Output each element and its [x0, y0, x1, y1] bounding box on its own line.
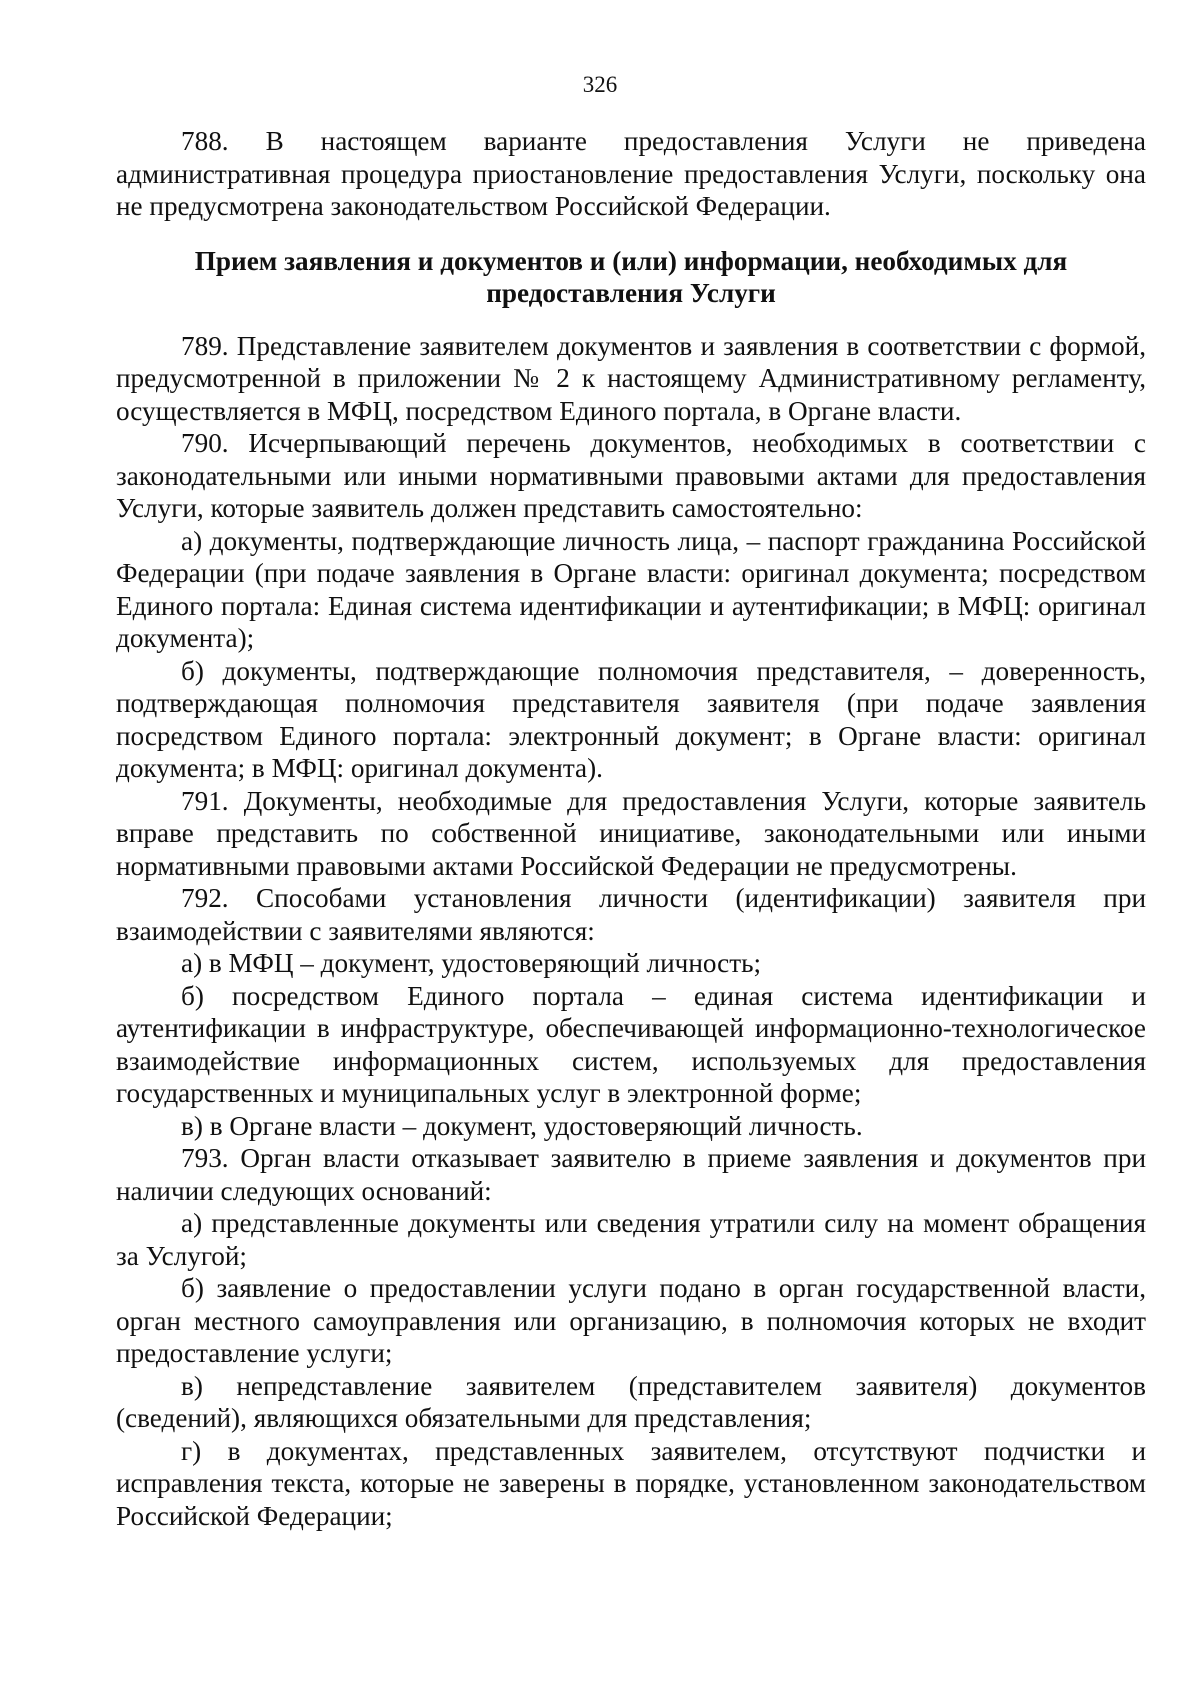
document-body	[116, 125, 1146, 1532]
paragraph-792: 792. Способами установления личности (идентификации) заявителя при взаимодействии с заявителями являются:	[116, 883, 1146, 946]
paragraph-792-v: в) в Органе власти – документ, удостоверяющий личность.	[181, 1110, 863, 1141]
paragraph-792-b: б) посредством Единого портала – единая система идентификации и аутентификации в инфраструктуре, обеспечивающей информационно-технологическое взаимодействие информационных систем, используемых для предоставления государственных и муниципальных услуг в электронной форме;	[116, 980, 1146, 1108]
paragraph-788: 788. В настоящем варианте предоставления Услуги не приведена административная процедура приостановление предоставления Услуги, поскольку она не предусмотрена законодательством Российской Федерации.	[116, 126, 1146, 221]
page-number: 326	[582, 72, 618, 97]
paragraph-793-b: б) заявление о предоставлении услуги подано в орган государственной власти, орган местного самоуправления или организацию, в полномочия которых не входит предоставление услуги;	[116, 1273, 1146, 1368]
paragraph-789: 789. Представление заявителем документов и заявления в соответствии с формой, предусмотренной в приложении № 2 к настоящему Административному регламенту, осуществляется в МФЦ, посредством Единого портала, в Органе власти.	[116, 330, 1146, 426]
paragraph-793-v: в) непредставление заявителем (представителем заявителя) документов (сведений), являющихся обязательными для представления;	[116, 1370, 1146, 1433]
paragraph-791: 791. Документы, необходимые для предоставления Услуги, которые заявитель вправе представить по собственной инициативе, законодательными или иными нормативными правовыми актами Российской Федерации не предусмотрены.	[116, 785, 1146, 881]
paragraph-793: 793. Орган власти отказывает заявителю в приеме заявления и документов при наличии следующих оснований:	[116, 1143, 1146, 1206]
paragraph-793-g: г) в документах, представленных заявителем, отсутствуют подчистки и исправления текста, которые не заверены в порядке, установленном законодательством Российской Федерации;	[116, 1435, 1146, 1531]
section-heading: Прием заявления и документов и (или) информации, необходимых для предоставления Услуги	[194, 245, 1068, 308]
paragraph-792-a: а) в МФЦ – документ, удостоверяющий личность;	[181, 948, 762, 978]
paragraph-793-a: а) представленные документы или сведения утратили силу на момент обращения за Услугой;	[116, 1208, 1146, 1271]
paragraph-790-a: а) документы, подтверждающие личность лица, – паспорт гражданина Российской Федерации (при подаче заявления в Органе власти: оригинал документа; посредством Единого портала: Единая система идентификации и аутентификации; в МФЦ: оригинал документа);	[116, 525, 1146, 653]
paragraph-790-b: б) документы, подтверждающие полномочия представителя, – доверенность, подтверждающая полномочия представителя заявителя (при подаче заявления посредством Единого портала: электронный документ; в Органе власти: оригинал документа; в МФЦ: оригинал документа).	[116, 655, 1146, 783]
paragraph-790: 790. Исчерпывающий перечень документов, необходимых в соответствии с законодательными или иными нормативными правовыми актами для предоставления Услуги, которые заявитель должен представить самостоятельно:	[116, 428, 1146, 523]
